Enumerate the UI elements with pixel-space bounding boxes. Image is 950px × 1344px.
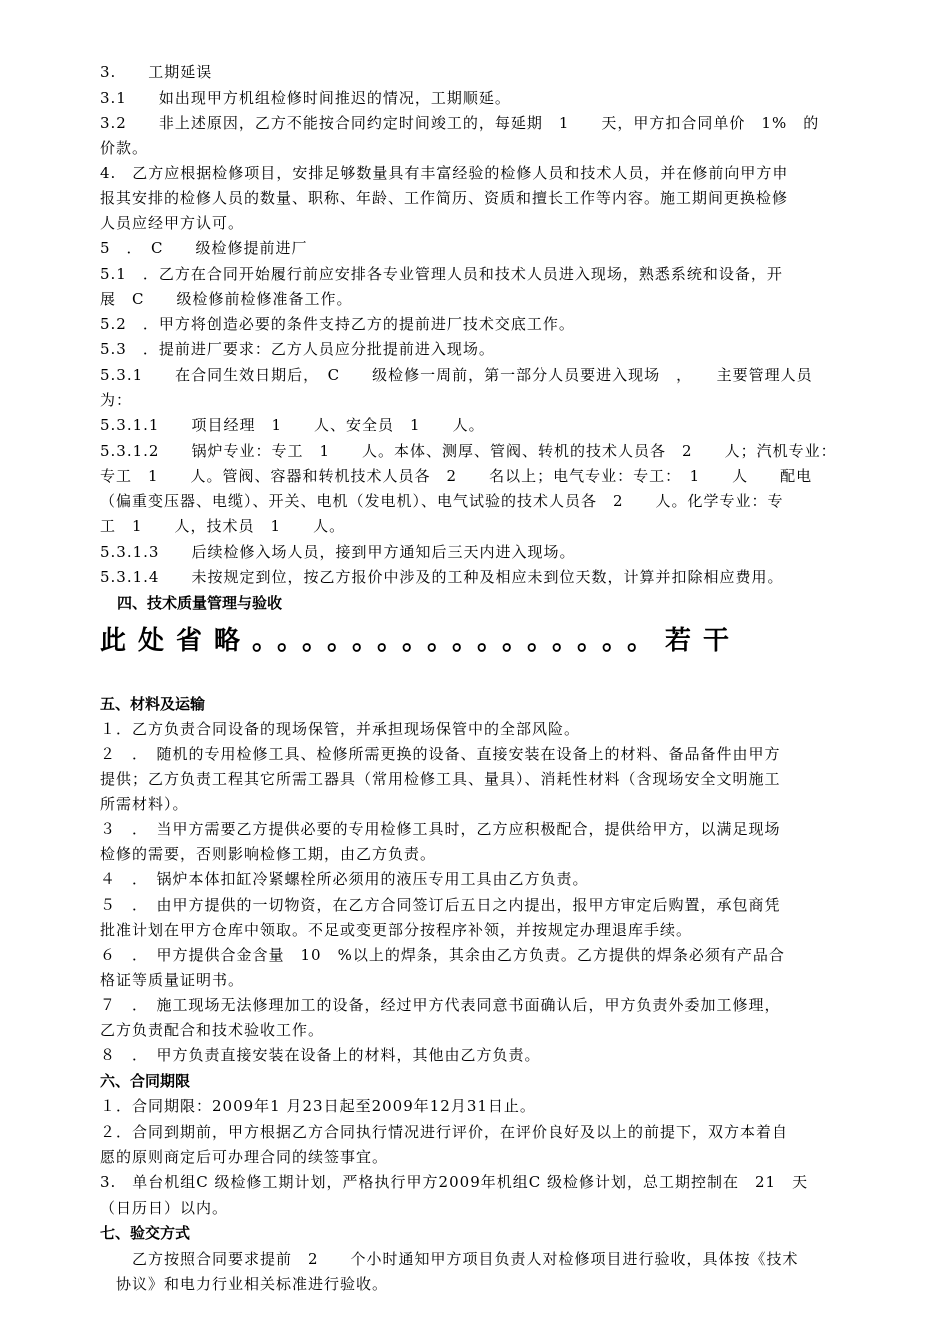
clause-3-2-line2: 价款。 <box>100 139 149 157</box>
clause-5-3: 5.3 ．提前进厂要求：乙方人员应分批提前进入现场。 <box>100 340 495 358</box>
acceptance-line2: 协议》和电力行业相关标准进行验收。 <box>100 1275 389 1293</box>
term-item-3-line1: 3. 单台机组C 级检修工期计划，严格执行甲方2009年机组C 级检修计划，总工期控制在 21 天 <box>100 1173 809 1191</box>
clause-5-3-1-1: 5.3.1.1 项目经理 1 人、安全员 1 人。 <box>100 416 485 434</box>
material-item-7-line2: 乙方负责配合和技术验收工作。 <box>100 1021 325 1039</box>
material-item-6-line2: 格证等质量证明书。 <box>100 971 245 989</box>
clause-5-3-1-2-line2: 专工 1 人。管阀、容器和转机技术人员各 2 名以上；电气专业：专工： 1 人 配电 <box>100 467 813 485</box>
clause-5-3-1-2-line1: 5.3.1.2 锅炉专业：专工 1 人。本体、测厚、管阀、转机的技术人员各 2 人；汽机专业： <box>100 442 837 460</box>
material-item-3-line1: ３ ． 当甲方需要乙方提供必要的专用检修工具时，乙方应积极配合，提供给甲方，以满足现场 <box>100 820 781 838</box>
term-item-1: １．合同期限：2009年1 月23日起至2009年12月31日止。 <box>100 1097 536 1115</box>
section-3-title: 3. 工期延误 <box>100 63 213 81</box>
material-item-5-line2: 批准计划在甲方仓库中领取。不足或变更部分按程序补领，并按规定办理退库手续。 <box>100 921 693 939</box>
material-item-6-line1: ６ ． 甲方提供合金含量 10 %以上的焊条，其余由乙方负责。乙方提供的焊条必须有产品合 <box>100 946 785 964</box>
material-item-4: ４ ． 锅炉本体扣缸冷紧螺栓所必须用的液压专用工具由乙方负责。 <box>100 870 589 888</box>
clause-4-line1: 4. 乙方应根据检修项目，安排足够数量具有丰富经验的检修人员和技术人员，并在修前向甲方申 <box>100 164 789 182</box>
clause-5-3-1-2-line4: 工 1 人，技术员 1 人。 <box>100 517 346 535</box>
clause-3-1: 3.1 如出现甲方机组检修时间推迟的情况，工期顺延。 <box>100 89 511 107</box>
material-item-2-line3: 所需材料）。 <box>100 795 189 813</box>
clause-5-3-1-3: 5.3.1.3 后续检修入场人员，接到甲方通知后三天内进入现场。 <box>100 543 576 561</box>
acceptance-line1: 乙方按照合同要求提前 2 个小时通知甲方项目负责人对检修项目进行验收，具体按《技术 <box>100 1250 799 1268</box>
material-item-2-line2: 提供；乙方负责工程其它所需工器具（常用检修工具、量具）、消耗性材料（含现场安全文明施工 <box>100 770 781 788</box>
material-item-7-line1: ７ ． 施工现场无法修理加工的设备，经过甲方代表同意书面确认后，甲方负责外委加工修理， <box>100 996 781 1014</box>
clause-3-2-line1: 3.2 非上述原因，乙方不能按合同约定时间竣工的，每延期 1 天，甲方扣合同单价 1% 的 <box>100 114 820 132</box>
clause-5-2: 5.2 ．甲方将创造必要的条件支持乙方的提前进厂技术交底工作。 <box>100 315 575 333</box>
material-item-1: １．乙方负责合同设备的现场保管，并承担现场保管中的全部风险。 <box>100 720 581 738</box>
clause-5-3-1-4: 5.3.1.4 未按规定到位，按乙方报价中涉及的工种及相应未到位天数，计算并扣除相应费用。 <box>100 568 784 586</box>
material-item-3-line2: 检修的需要，否则影响检修工期，由乙方负责。 <box>100 845 437 863</box>
clause-5-3-1-line2: 为： <box>100 391 133 409</box>
term-item-2-line2: 愿的原则商定后可办理合同的续签事宜。 <box>100 1148 389 1166</box>
section-5-title: 5 ． C 级检修提前进厂 <box>100 239 308 257</box>
clause-5-1-line2: 展 C 级检修前检修准备工作。 <box>100 290 353 308</box>
clause-5-1-line1: 5.1 ．乙方在合同开始履行前应安排各专业管理人员和技术人员进入现场，熟悉系统和设备，开 <box>100 265 783 283</box>
term-item-2-line1: ２．合同到期前，甲方根据乙方合同执行情况进行评价，在评价良好及以上的前提下，双方本着自 <box>100 1123 789 1141</box>
clause-4-line3: 人员应经甲方认可。 <box>100 214 245 232</box>
omitted-notice: 此处省略。。。。。。。。。。。。。。。。若干 <box>100 626 742 656</box>
heading-section-7: 七、验交方式 <box>100 1224 191 1242</box>
heading-section-5: 五、材料及运输 <box>100 695 206 713</box>
heading-section-4: 四、技术质量管理与验收 <box>117 594 283 612</box>
material-item-2-line1: ２ ． 随机的专用检修工具、检修所需更换的设备、直接安装在设备上的材料、备品备件由甲方 <box>100 745 781 763</box>
clause-5-3-1-line1: 5.3.1 在合同生效日期后， C 级检修一周前，第一部分人员要进入现场 ， 主要管理人员 <box>100 366 813 384</box>
term-item-3-line2: （日历日）以内。 <box>100 1199 229 1217</box>
clause-4-line2: 报其安排的检修人员的数量、职称、年龄、工作简历、资质和擅长工作等内容。施工期间更换检修 <box>100 189 789 207</box>
heading-section-6: 六、合同期限 <box>100 1072 191 1090</box>
material-item-5-line1: ５ ． 由甲方提供的一切物资，在乙方合同签订后五日之内提出，报甲方审定后购置，承包商凭 <box>100 896 781 914</box>
clause-5-3-1-2-line3: （偏重变压器、电缆）、开关、电机（发电机）、电气试验的技术人员各 2 人。化学专业：专 <box>100 492 784 510</box>
material-item-8: ８ ． 甲方负责直接安装在设备上的材料，其他由乙方负责。 <box>100 1046 541 1064</box>
